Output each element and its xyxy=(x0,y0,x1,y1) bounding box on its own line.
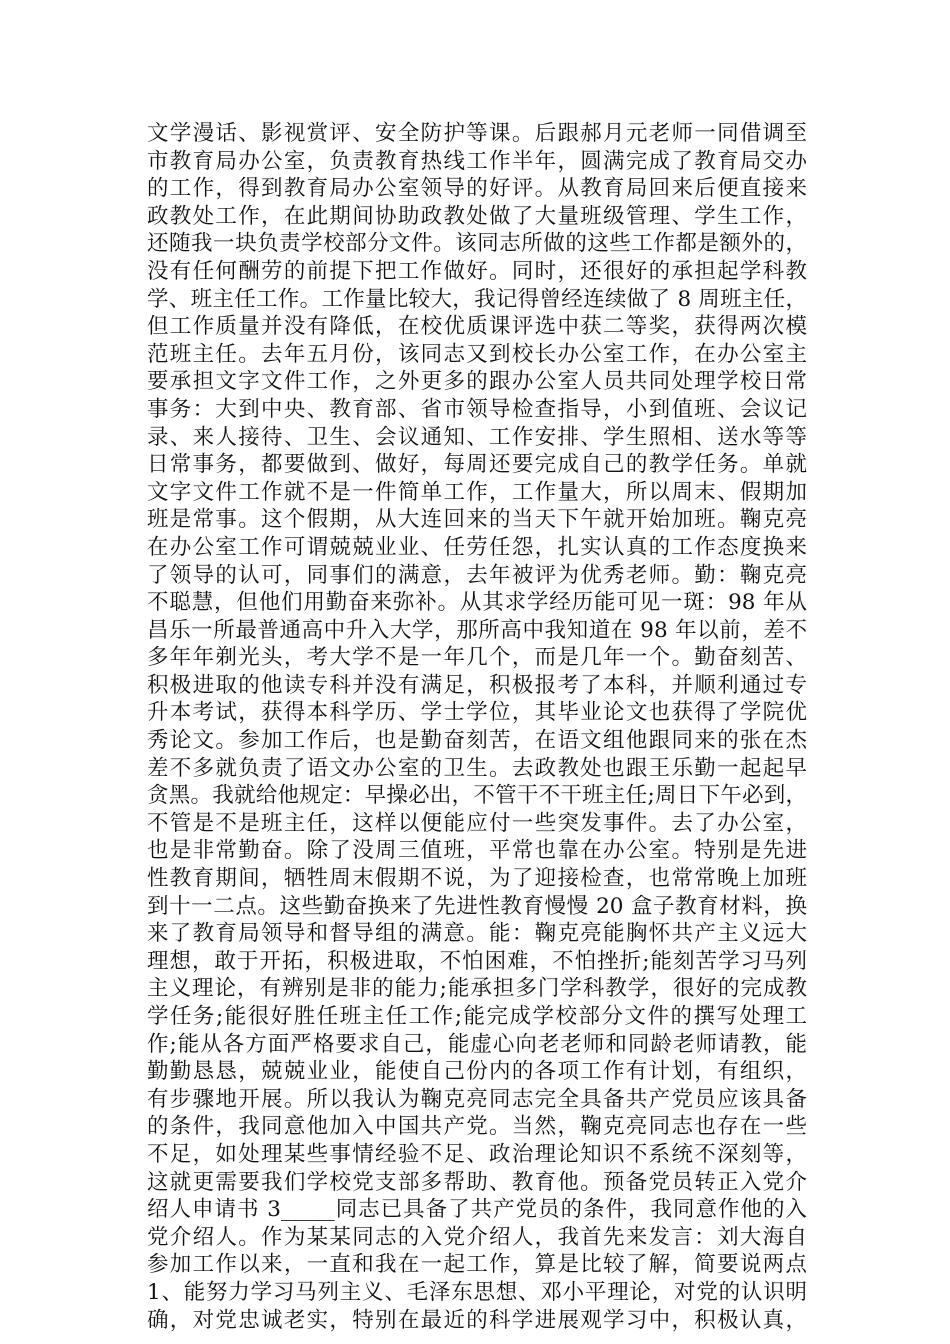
text-line: 党介绍人。作为某某同志的入党介绍人，我首先来发言：刘大海自 xyxy=(147,1224,807,1250)
text-line: 学任务;能很好胜任班主任工作;能完成学校部分文件的撰写处理工 xyxy=(147,1004,807,1029)
text-line: 多年年剃光头，考大学不是一年几个，而是几年一个。勤奋刻苦、 xyxy=(147,645,807,671)
text-line: 市教育局办公室，负责教育热线工作半年，圆满完成了教育局交办 xyxy=(147,148,807,174)
text-line: 升本考试，获得本科学历、学士学位，其毕业论文也获得了学院优 xyxy=(147,700,807,726)
text-line: 文字文件工作就不是一件简单工作，工作量大，所以周末、假期加 xyxy=(147,479,807,505)
text-line: 不聪慧，但他们用勤奋来弥补。从其求学经历能可见一斑：98 年从 xyxy=(147,590,807,616)
text-line: 积极进取的他读专科并没有满足，积极报考了本科，并顺利通过专 xyxy=(147,672,807,698)
text-line: 的条件，我同意他加入中国共产党。当然，鞠克亮同志也存在一些 xyxy=(147,1114,807,1140)
text-line: 到十一二点。这些勤奋换来了先进性教育慢慢 20 盒子教育材料，换 xyxy=(147,893,807,919)
text-line: 在办公室工作可谓兢兢业业、任劳任怨，扎实认真的工作态度换来 xyxy=(147,534,807,560)
text-line: 班是常事。这个假期，从大连回来的当天下午就开始加班。鞠克亮 xyxy=(147,507,807,533)
text-line: 来了教育局领导和督导组的满意。能：鞠克亮能胸怀共产主义远大 xyxy=(147,921,807,947)
text-line: 性教育期间，牺牲周末假期不说，为了迎接检查，也常常晚上加班 xyxy=(147,866,807,892)
text-line: 确，对党忠诚老实，特别在最近的科学进展观学习中，积极认真， xyxy=(147,1307,807,1333)
text-line: 政教处工作，在此期间协助政教处做了大量班级管理、学生工作， xyxy=(147,203,807,229)
text-line: 的工作，得到教育局办公室领导的好评。从教育局回来后便直接来 xyxy=(147,176,807,202)
text-line: 绍人申请书 3_____同志已具备了共产党员的条件，我同意作他的入 xyxy=(147,1197,807,1223)
text-line: 录、来人接待、卫生、会议通知、工作安排、学生照相、送水等等 xyxy=(147,424,807,450)
text-line: 主义理论，有辨别是非的能力;能承担多门学科教学，很好的完成教 xyxy=(147,976,807,1002)
text-line: 秀论文。参加工作后，也是勤奋刻苦，在语文组他跟同来的张在杰 xyxy=(147,728,807,754)
text-line: 范班主任。去年五月份，该同志又到校长办公室工作，在办公室主 xyxy=(147,341,807,367)
text-line: 要承担文字文件工作，之外更多的跟办公室人员共同处理学校日常 xyxy=(147,369,807,395)
text-line: 也是非常勤奋。除了没周三值班，平常也靠在办公室。特别是先进 xyxy=(147,838,807,864)
text-line: 没有任何酬劳的前提下把工作做好。同时，还很好的承担起学科教 xyxy=(147,258,807,284)
text-line: 差不多就负责了语文办公室的卫生。去政教处也跟王乐勤一起起早 xyxy=(147,755,807,781)
text-line: 参加工作以来，一直和我在一起工作，算是比较了解，简要说两点 xyxy=(147,1252,807,1278)
text-line: 文学漫话、影视赏评、安全防护等课。后跟郝月元老师一同借调至 xyxy=(147,121,807,146)
body-text xyxy=(147,120,807,1334)
text-line: 这就更需要我们学校党支部多帮助、教育他。预备党员转正入党介 xyxy=(147,1169,807,1195)
text-line: 日常事务，都要做到、做好，每周还要完成自己的教学任务。单就 xyxy=(147,452,807,478)
text-line: 昌乐一所最普通高中升入大学，那所高中我知道在 98 年以前，差不 xyxy=(147,617,807,643)
text-line: 有步骤地开展。所以我认为鞠克亮同志完全具备共产党员应该具备 xyxy=(147,1086,807,1112)
text-line: 但工作质量并没有降低，在校优质课评选中获二等奖，获得两次模 xyxy=(147,314,807,340)
text-line: 1、能努力学习马列主义、毛泽东思想、邓小平理论，对党的认识明 xyxy=(147,1279,807,1305)
text-line: 理想，敢于开拓，积极进取，不怕困难，不怕挫折;能刻苦学习马列 xyxy=(147,948,807,974)
text-line: 勤勤恳恳，兢兢业业，能使自己份内的各项工作有计划，有组织， xyxy=(147,1059,807,1085)
text-line: 学、班主任工作。工作量比较大，我记得曾经连续做了 8 周班主任， xyxy=(147,286,807,312)
text-line: 不足，如处理某些事情经验不足、政治理论知识不系统不深刻等， xyxy=(147,1141,807,1167)
text-line: 还随我一块负责学校部分文件。该同志所做的这些工作都是额外的， xyxy=(147,231,807,257)
text-line: 事务：大到中央、教育部、省市领导检查指导，小到值班、会议记 xyxy=(147,396,807,422)
text-line: 不管是不是班主任，这样以便能应付一些突发事件。去了办公室， xyxy=(147,810,807,836)
text-line: 作;能从各方面严格要求自己，能虚心向老老师和同龄老师请教，能 xyxy=(147,1031,807,1057)
text-line: 了领导的认可，同事们的满意，去年被评为优秀老师。勤：鞠克亮 xyxy=(147,562,807,588)
text-line: 贪黑。我就给他规定：早操必出，不管干不干班主任;周日下午必到， xyxy=(147,783,807,809)
